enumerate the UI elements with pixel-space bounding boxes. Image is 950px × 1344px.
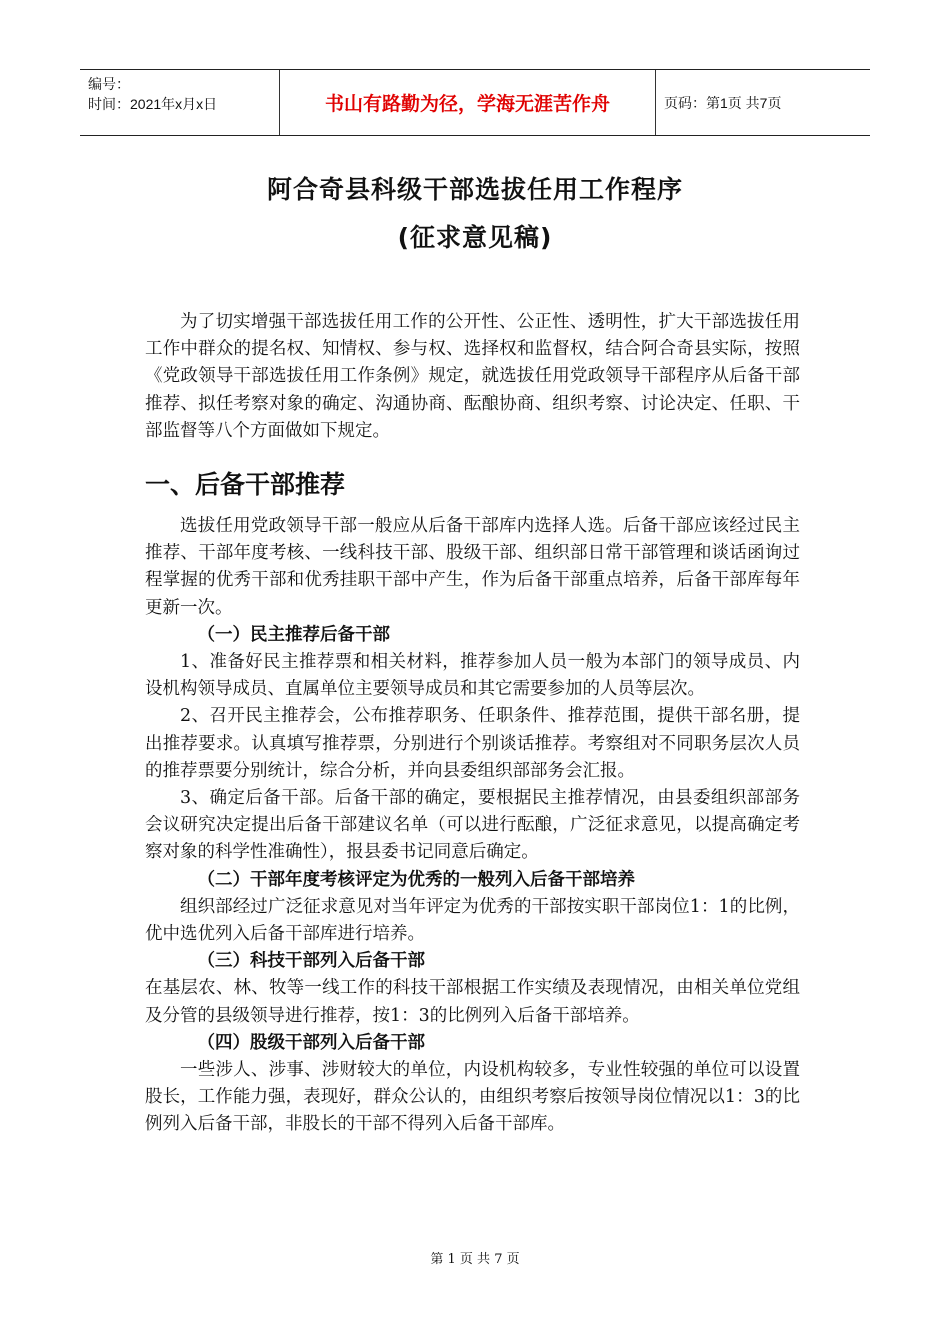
list-item: 1、准备好民主推荐票和相关材料，推荐参加人员一般为本部门的领导成员、内设机构领导成员、直属单位主要领导成员和其它需要参加的人员等层次。 (145, 652, 800, 700)
header-meta (80, 70, 280, 135)
subsection-heading: （一）民主推荐后备干部 (197, 624, 390, 645)
document-title: 阿合奇县科级干部选拔任用工作程序 (266, 175, 683, 204)
document-header (80, 69, 870, 136)
subsection-heading: （三）科技干部列入后备干部 (197, 951, 425, 972)
list-item: 2、召开民主推荐会，公布推荐职务、任职条件、推荐范围，提供干部名册，提出推荐要求。认真填写推荐票，分别进行个别谈话推荐。考察组对不同职务层次人员的推荐票要分别统计，综合分析，并向县委组织部部务会汇报。 (145, 706, 800, 781)
time-label: 时间：2021年x月x日 (88, 96, 218, 112)
header-motto: 书山有路勤为径，学海无涯苦作舟 (280, 70, 656, 135)
list-item: 3、确定后备干部。后备干部的确定，要根据民主推荐情况，由县委组织部部务会议研究决定提出后备干部建议名单（可以进行酝酿，广泛征求意见，以提高确定考察对象的科学性准确性），报县委书记同意后确定。 (145, 788, 800, 863)
subsection-heading: （四）股级干部列入后备干部 (197, 1032, 425, 1053)
intro-paragraph: 为了切实增强干部选拔任用工作的公开性、公正性、透明性，扩大干部选拔任用工作中群众的提名权、知情权、参与权、选择权和监督权，结合阿合奇县实际，按照《党政领导干部选拔任用工作条例》规定，就选拔任用党政领导干部程序从后备干部推荐、拟任考察对象的确定、沟通协商、酝酿协商、组织考察、讨论决定、任职、干部监督等八个方面做如下规定。 (145, 312, 800, 441)
page-footer: 第 1 页 共 7 页 (430, 1252, 520, 1267)
section-intro-paragraph: 选拔任用党政领导干部一般应从后备干部库内选择人选。后备干部应该经过民主推荐、干部年度考核、一线科技干部、股级干部、组织部日常干部管理和谈话函询过程掌握的优秀干部和优秀挂职干部中产生，作为后备干部重点培养，后备干部库每年更新一次。 (145, 516, 800, 618)
document-subtitle: (征求意见稿) (397, 223, 553, 252)
paragraph: 在基层农、林、牧等一线工作的科技干部根据工作实绩及表现情况，由相关单位党组及分管的县级领导进行推荐，按1：3的比例列入后备干部培养。 (145, 978, 800, 1026)
number-label: 编号： (88, 76, 130, 92)
paragraph: 组织部经过广泛征求意见对当年评定为优秀的干部按实职干部岗位1：1的比例，优中选优列入后备干部库进行培养。 (145, 896, 800, 945)
document-body (145, 309, 800, 1139)
paragraph: 一些涉人、涉事、涉财较大的单位，内设机构较多，专业性较强的单位可以设置股长，工作能力强，表现好，群众公认的，由组织考察后按领导岗位情况以1：3的比例列入后备干部，非股长的干部不得列入后备干部库。 (145, 1060, 800, 1135)
section-heading: 一、后备干部推荐 (145, 470, 346, 500)
subsection-heading: （二）干部年度考核评定为优秀的一般列入后备干部培养 (197, 869, 635, 890)
header-page-info: 页码：第1页 共7页 (664, 94, 782, 111)
